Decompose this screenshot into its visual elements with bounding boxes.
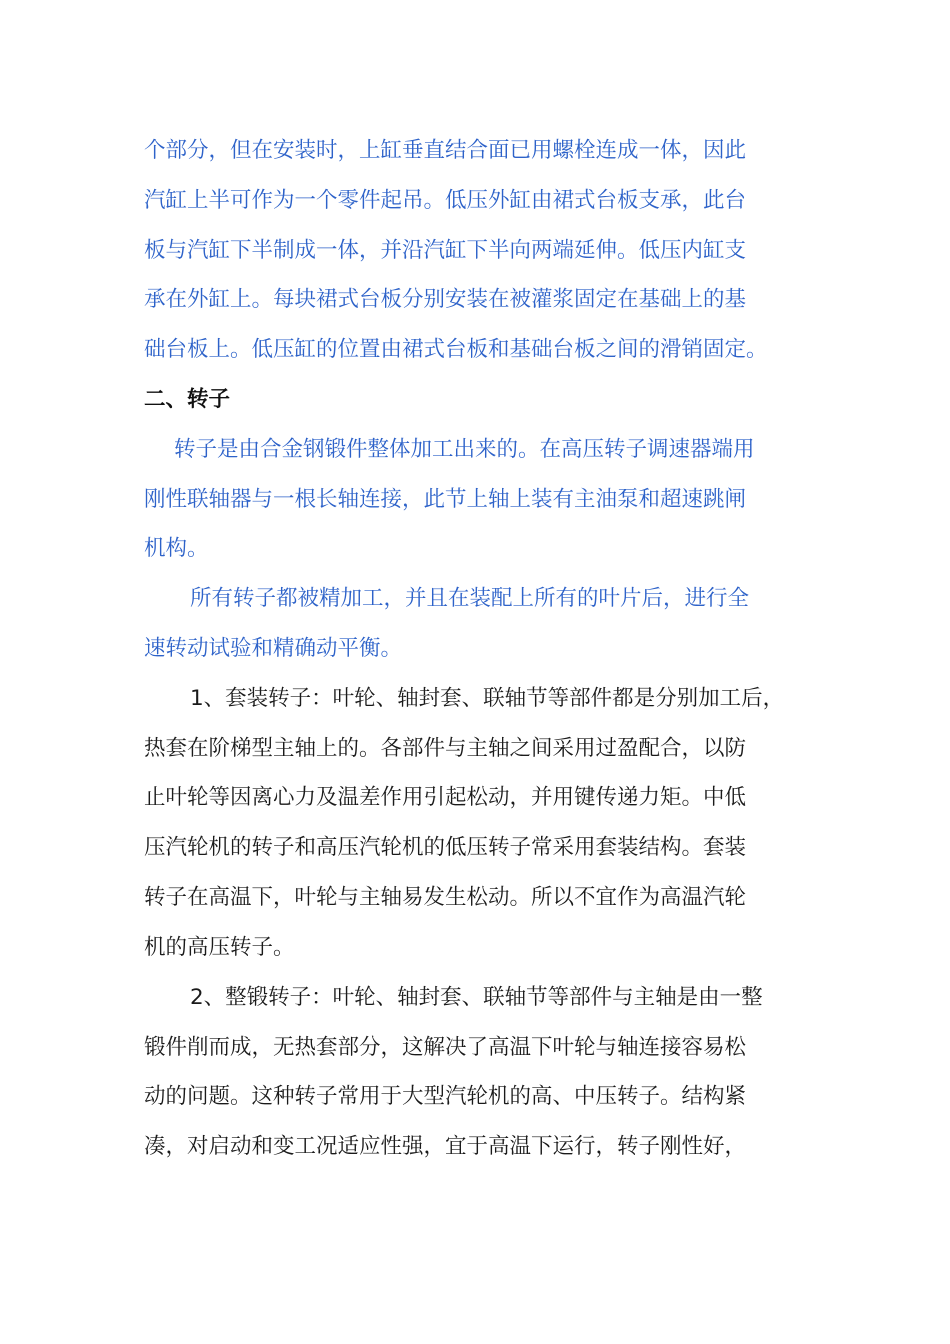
- text-line: 转子在高温下，叶轮与主轴易发生松动。所以不宜作为高温汽轮: [144, 885, 747, 910]
- text-line: 1、套装转子：叶轮、轴封套、联轴节等部件都是分别加工后，: [190, 686, 785, 711]
- text-line: 个部分，但在安装时，上缸垂直结合面已用螺栓连成一体，因此: [144, 138, 747, 163]
- text-line: 础台板上。低压缸的位置由裙式台板和基础台板之间的滑销固定。: [144, 337, 768, 362]
- text-line: 机的高压转子。: [144, 935, 295, 960]
- text-line: 承在外缸上。每块裙式台板分别安装在被灌浆固定在基础上的基: [144, 287, 747, 312]
- text-line: 所有转子都被精加工，并且在装配上所有的叶片后，进行全: [190, 586, 750, 611]
- text-line: 动的问题。这种转子常用于大型汽轮机的高、中压转子。结构紧: [144, 1084, 747, 1109]
- text-line: 凑，对启动和变工况适应性强，宜于高温下运行，转子刚性好，: [144, 1134, 747, 1159]
- text-line: 汽缸上半可作为一个零件起吊。低压外缸由裙式台板支承，此台: [144, 188, 747, 213]
- section-heading: 二、转子: [144, 387, 231, 412]
- text-line: 机构。: [144, 536, 209, 561]
- text-line: 锻件削而成，无热套部分，这解决了高温下叶轮与轴连接容易松: [144, 1035, 747, 1060]
- text-line: 止叶轮等因离心力及温差作用引起松动，并用键传递力矩。中低: [144, 785, 747, 810]
- text-line: 速转动试验和精确动平衡。: [144, 636, 403, 661]
- text-line: 2、整锻转子：叶轮、轴封套、联轴节等部件与主轴是由一整: [190, 985, 763, 1010]
- text-line: 刚性联轴器与一根长轴连接，此节上轴上装有主油泵和超速跳闸: [144, 487, 747, 512]
- text-line: 压汽轮机的转子和高压汽轮机的低压转子常采用套装结构。套装: [144, 835, 747, 860]
- text-line: 转子是由合金钢锻件整体加工出来的。在高压转子调速器端用: [174, 437, 755, 462]
- text-line: 板与汽缸下半制成一体，并沿汽缸下半向两端延伸。低压内缸支: [144, 238, 747, 263]
- text-line: 热套在阶梯型主轴上的。各部件与主轴之间采用过盈配合，以防: [144, 736, 747, 761]
